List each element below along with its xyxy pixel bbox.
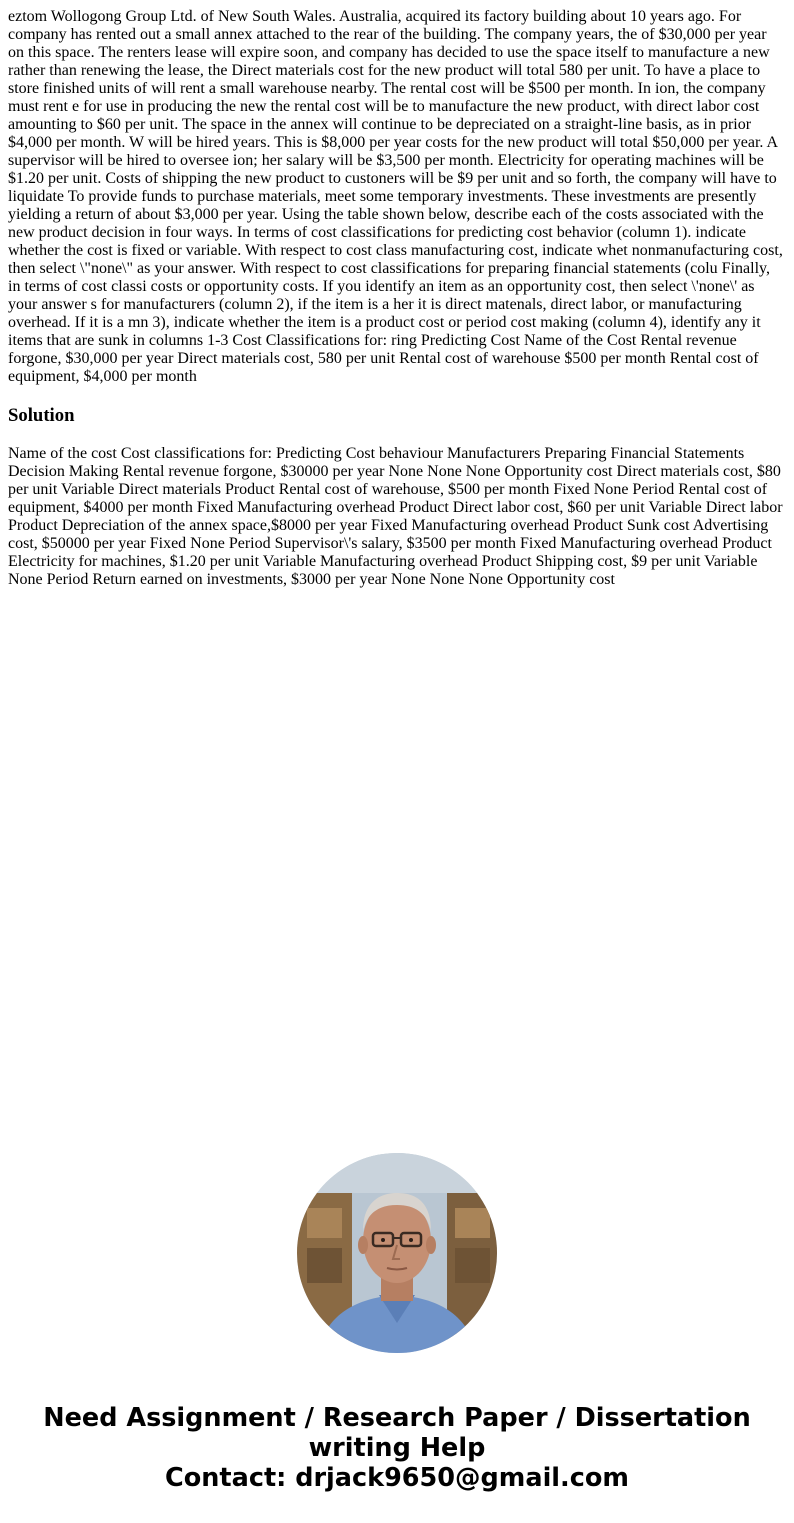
footer-line-1: Need Assignment / Research Paper / Dissertation <box>43 1403 751 1433</box>
question-text: eztom Wollogong Group Ltd. of New South Wales. Australia, acquired its factory building about 10 years ago. For company has rented out a small annex attached to the rear of the building. The company years, the of $30,000 per year on this space. The renters lease will expire soon, and company has decided to use the space itself to manufacture a new rather than renewing the lease, the Direct materials cost for the new product will total 580 per unit. To have a place to store finished units of will rent a small warehouse nearby. The rental cost will be $500 per month. In ion, the company must rent e for use in producing the new the rental cost will be to manufacture the new product, with direct labor cost amounting to $60 per unit. The space in the annex will continue to be depreciated on a straight-line basis, as in prior $4,000 per month. W will be hired years. This is $8,000 per year costs for the new product will total $50,000 per year. A supervisor will be hired to oversee ion; her salary will be $3,500 per month. Electricity for operating machines will be $1.20 per unit. Costs of shipping the new product to custoners will be $9 per unit and so forth, the company will have to liquidate To provide funds to purchase materials, meet some temporary investments. These investments are presently yielding a return of about $3,000 per year. Using the table shown below, describe each of the costs associated with the new product decision in four ways. In terms of cost classifications for predicting cost behavior (column 1). indicate whether the cost is fixed or variable. With respect to cost class manufacturing cost, indicate whet nonmanufacturing cost, then select \"none\" as your answer. With respect to cost classifications for preparing financial statements (colu Finally, in terms of cost classi costs or opportunity costs. If you identify an item as an opportunity cost, then select \'none\' as your answer s for manufacturers (column 2), if the item is a her it is direct matenals, direct labor, or manufacturing overhead. If it is a mn 3), indicate whether the item is a product cost or period cost making (column 4), identify any it items that are sunk in columns 1-3 Cost Classifications for: ring Predicting Cost Name of the Cost Rental revenue forgone, $30,000 per year Direct materials cost, 580 per unit Rental cost of warehouse $500 per month Rental cost of equipment, $4,000 per month <box>8 8 783 385</box>
avatar <box>297 1153 497 1353</box>
footer-line-2: writing Help <box>308 1433 486 1463</box>
contact-footer <box>0 1403 794 1493</box>
solution-heading: Solution <box>8 405 75 426</box>
solution-text: Name of the cost Cost classifications for: Predicting Cost behaviour Manufacturers Preparing Financial Statements Decision Making Rental revenue forgone, $30000 per year None None None Opportunity cost Direct materials cost, $80 per unit Variable Direct materials Product Rental cost of warehouse, $500 per month Fixed None Period Rental cost of equipment, $4000 per month Fixed Manufacturing overhead Product Direct labor cost, $60 per unit Variable Direct labor Product Depreciation of the annex space,$8000 per year Fixed Manufacturing overhead Product Sunk cost Advertising cost, $50000 per year Fixed None Period Supervisor\'s salary, $3500 per month Fixed Manufacturing overhead Product Electricity for machines, $1.20 per unit Variable Manufacturing overhead Product Shipping cost, $9 per unit Variable None Period Return earned on investments, $3000 per year None None None Opportunity cost <box>8 445 783 588</box>
footer-contact-line: Contact: drjack9650@gmail.com <box>165 1463 629 1493</box>
person-photo-icon <box>297 1153 497 1353</box>
